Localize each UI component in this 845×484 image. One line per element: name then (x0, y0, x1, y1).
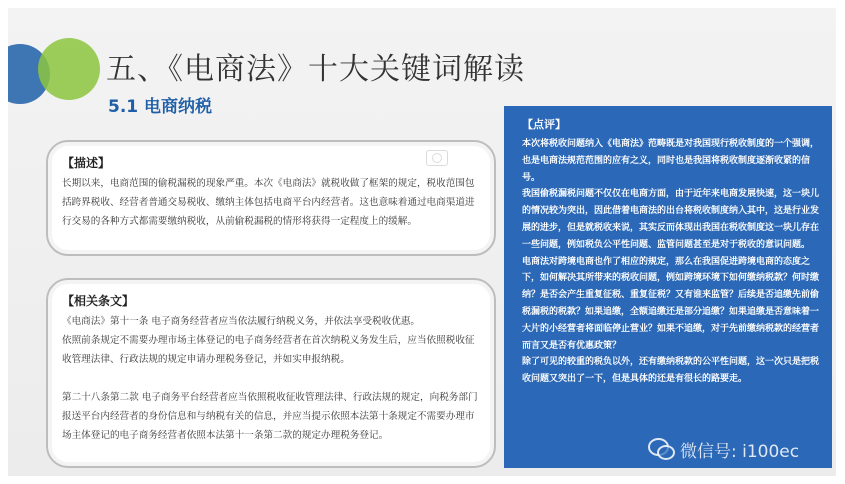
camera-icon (426, 150, 448, 166)
section-subtitle: 5.1 电商纳税 (108, 97, 213, 117)
comment-paragraph: 电商法对跨境电商也作了相应的规定，那么在我国促进跨境电商的态度之下，如何解决其所带来的税收问题，例如跨境环境下如何缴纳税款？何时缴纳？是否会产生重复征税、重复征税？又有谁来监管？后续是否追缴先前偷税漏税的税款？如果追缴，全额追缴还是部分追缴？如果追缴是否意味着一大片的小经营者将面临停止营业？如果不追缴，对于先前缴纳税款的经营者而言又是否有优惠政策？ (522, 256, 820, 351)
wechat-watermark (648, 436, 799, 462)
description-text: 长期以来，电商范围的偷税漏税的现象严重。本次《电商法》就税收做了框架的规定，税收范围包括跨界税收、经营者普通交易税收、缴纳主体包括电商平台内经营者。这也意味着通过电商渠道进行交易的各种方式都需要缴纳税收，从前偷税漏税的情形将获得一定程度上的缓解。 (62, 178, 475, 227)
law-heading: 【相关条文】 (62, 294, 135, 308)
watermark-text: 微信号: i100ec (680, 441, 800, 462)
slide (8, 8, 836, 476)
description-heading: 【描述】 (62, 156, 111, 170)
law-paragraph: 依照前条规定不需要办理市场主体登记的电子商务经营者在首次纳税义务发生后，应当依照税收征收管理法律、行政法规的规定申请办理税务登记，并如实申报纳税。 (62, 335, 475, 365)
decorative-green-circle (38, 38, 100, 100)
comment-text (522, 136, 820, 388)
law-text (62, 312, 480, 445)
comment-paragraph: 除了可见的较重的税负以外，还有缴纳税款的公平性问题，这一次只是把税收问题又突出了一下，但是具体的还是有很长的路要走。 (522, 357, 820, 385)
comment-heading: 【点评】 (522, 118, 566, 131)
wechat-icon (648, 438, 674, 460)
comment-panel (504, 106, 832, 468)
comment-paragraph: 我国偷税漏税问题不仅仅在电商方面，由于近年来电商发展快速，这一块儿的情况较为突出，因此借着电商法的出台将税收制度纳入其中，这是行业发展的进步，但是就税收来说，其实反而体现出我国在税收制度这一块儿存在一些问题，例如税负公平性问题、监管问题甚至是对于税收的意识问题。 (522, 189, 820, 250)
comment-paragraph: 本次将税收问题纳入《电商法》范畴既是对我国现行税收制度的一个强调，也是电商法规范范围的应有之义，同时也是我国将税收制度逐渐收紧的信号。 (522, 139, 820, 183)
description-box (46, 140, 496, 256)
law-box (46, 278, 496, 468)
law-paragraph: 第二十八条第二款 电子商务平台经营者应当依照税收征收管理法律、行政法规的规定，向税务部门报送平台内经营者的身份信息和与纳税有关的信息，并应当提示依照本法第十条规定不需要办理市场主体登记的电子商务经营者依照本法第十一条第二款的规定办理税务登记。 (62, 392, 478, 441)
law-paragraph: 《电商法》第十一条 电子商务经营者应当依法履行纳税义务，并依法享受税收优惠。 (62, 316, 421, 327)
slide-title: 五、《电商法》十大关键词解读 (106, 52, 525, 87)
